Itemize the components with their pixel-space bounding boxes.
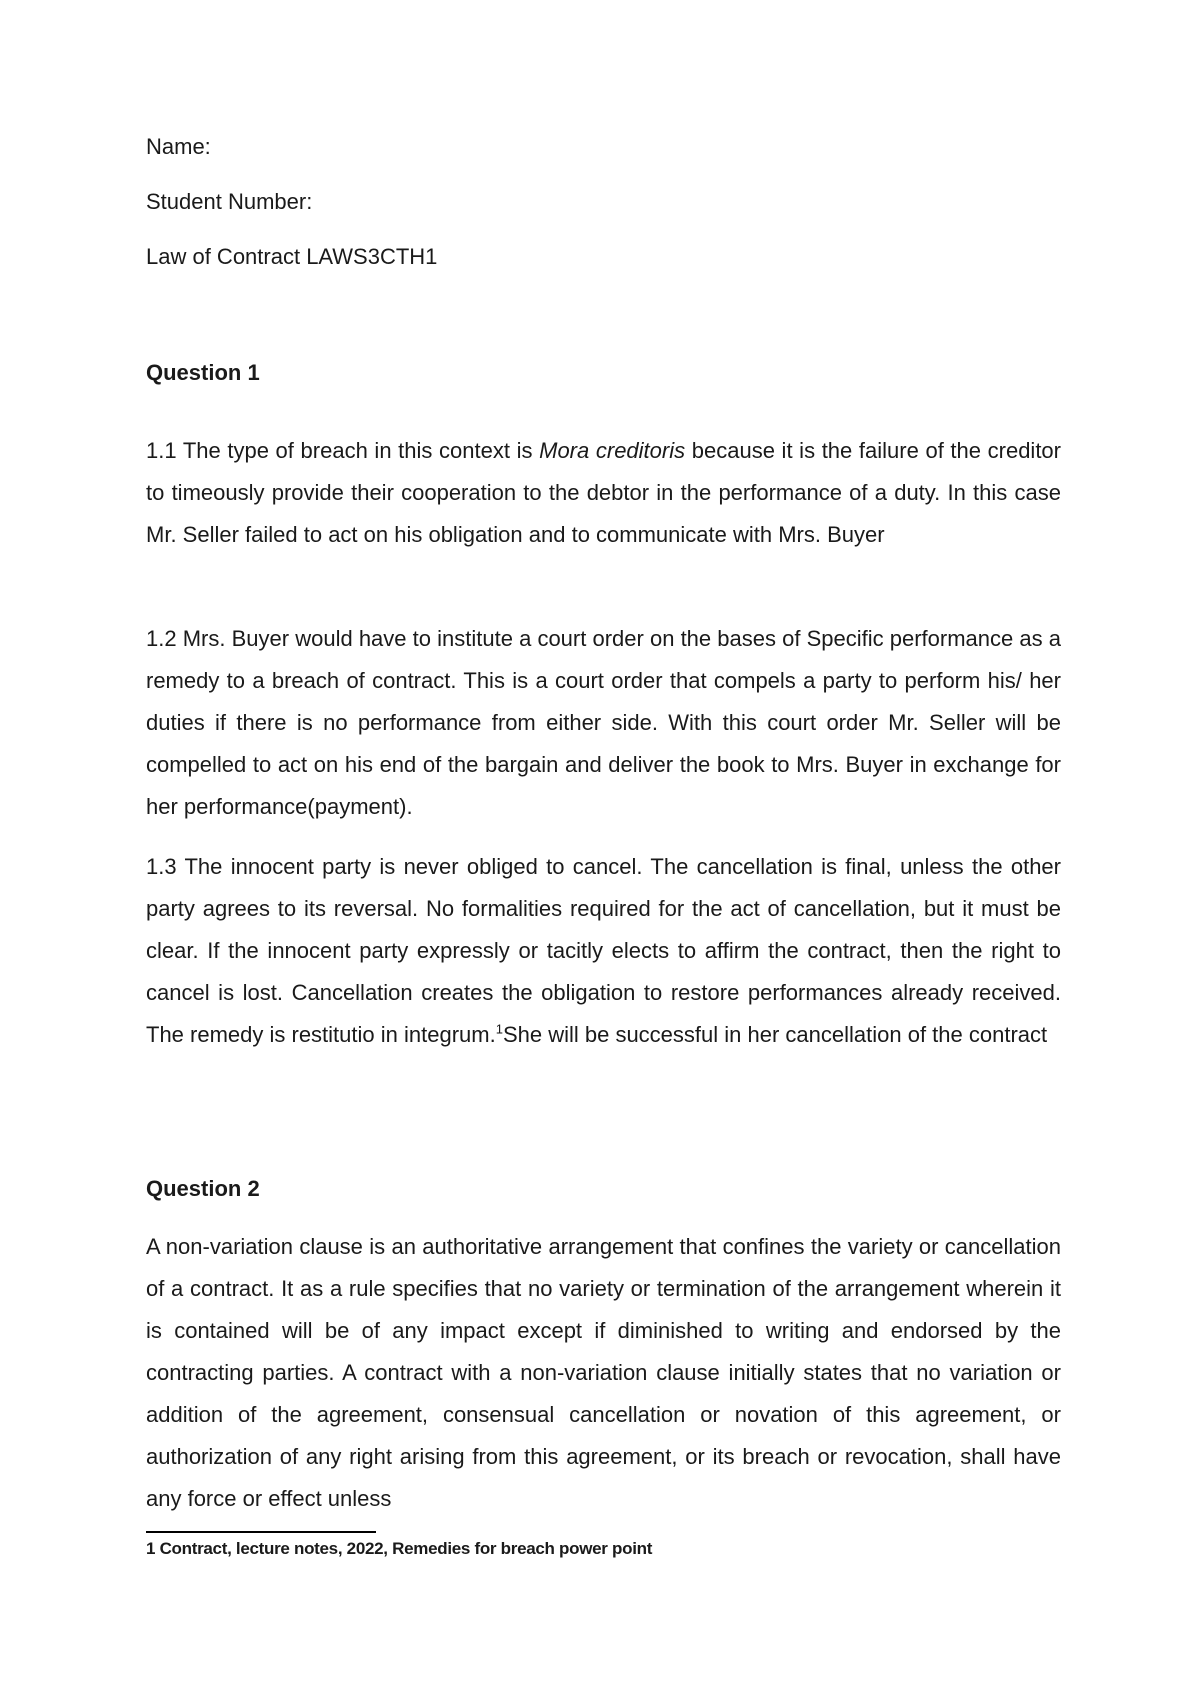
answer-1-3-text: 1.3 The innocent party is never obliged to cancel. The cancellation is final, unless the other party agrees to its reversal. No formalities required for the act of cancellation, but it must be clear. If the innocent party expressly or tacitly elects to affirm the contract, then the right to cancel is lost. Cancellation creates the obligation to restore performances already received. The remedy is restitutio in integrum. — [146, 854, 1061, 1047]
answer-2: A non-variation clause is an authoritative arrangement that confines the variety or cancellation of a contract. It as a rule specifies that no variety or termination of the arrangement wherein it is contained will be of any impact except if diminished to writing and endorsed by the contracting parties. A contract with a non-variation clause initially states that no variation or addition of the agreement, consensual cancellation or novation of this agreement, or authorization of any right arising from this agreement, or its breach or revocation, shall have any force or effect unless — [146, 1234, 1061, 1511]
answer-1-3-conclusion: She will be successful in her cancellation of the contract — [502, 1022, 1048, 1047]
question-2-heading: Question 2 — [146, 1176, 260, 1201]
footnote-reference[interactable]: 1 — [495, 1021, 503, 1037]
answer-1-1-prefix: 1.1 The type of breach in this context is — [146, 438, 540, 463]
question-1-heading: Question 1 — [146, 360, 260, 385]
footnote-separator — [146, 1531, 376, 1533]
footnote: 1 Contract, lecture notes, 2022, Remedies for breach power point — [146, 1539, 653, 1558]
answer-1-1-suffix: because it is the failure of the creditor to timeously provide their cooperation to the debtor in the performance of a duty. In this case Mr. Seller failed to act on his obligation and to communicate with Mrs. Buyer — [146, 438, 1061, 547]
name-label: Name: — [146, 134, 211, 159]
answer-1-1 — [146, 430, 1061, 556]
answer-1-3 — [146, 846, 1061, 1056]
answer-1-2: 1.2 Mrs. Buyer would have to institute a court order on the bases of Specific performance as a remedy to a breach of contract. This is a court order that compels a party to perform his/ her duties if there is no performance from either side. With this court order Mr. Seller will be compelled to act on his end of the bargain and deliver the book to Mrs. Buyer in exchange for her performance(payment). — [146, 626, 1061, 819]
answer-1-1-term: Mora creditoris — [539, 438, 686, 463]
student-number-label: Student Number: — [146, 189, 313, 214]
course-title: Law of Contract LAWS3CTH1 — [146, 244, 438, 269]
